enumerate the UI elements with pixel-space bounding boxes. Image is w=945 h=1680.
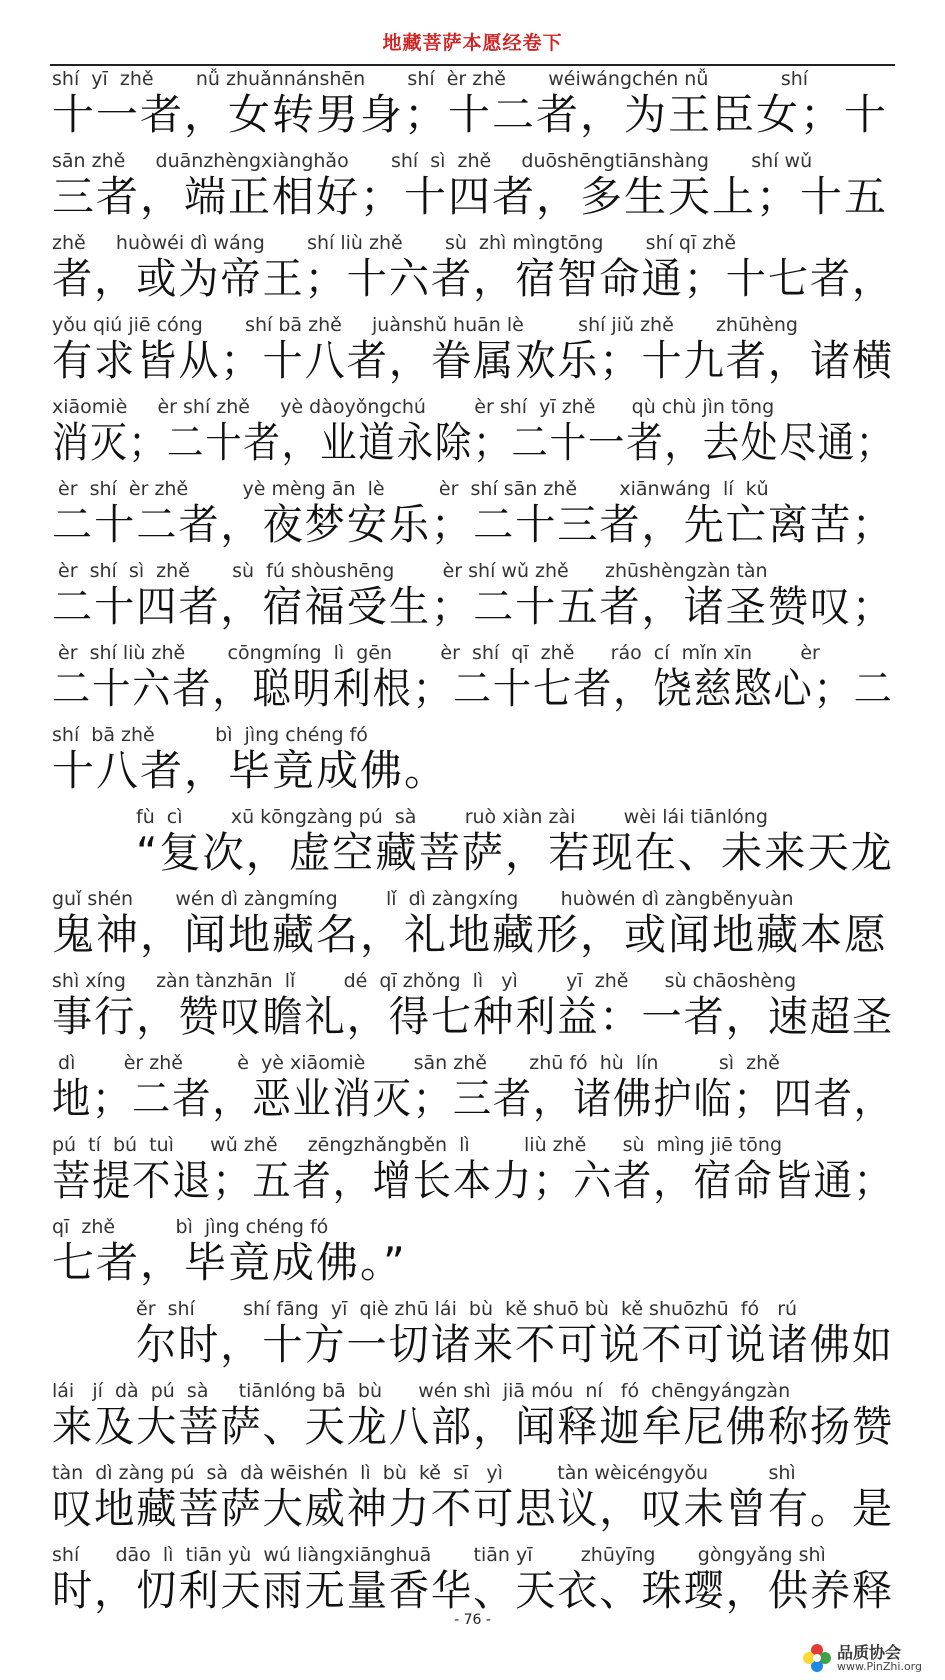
pinyin-annotation: èr shí èr zhě yè mèng ān lè èr shí sān zhě xiānwáng lí kǔ [52,478,769,500]
text-line [52,638,894,720]
hanzi-text: 十八者，毕竟成佛。 [52,746,449,795]
pinyin-annotation: shí dāo lì tiān yù wú liàngxiānghuā tiān yī zhūyīng gòngyǎng shì [52,1544,826,1566]
flower-logo-icon [801,1642,833,1674]
text-line [52,802,894,884]
pinyin-annotation: tàn dì zàng pú sà dà wēishén lì bù kě sī yì tàn wèicéngyǒu shì [52,1462,796,1484]
pinyin-annotation: fù cì xū kōngzàng pú sà ruò xiàn zài wèi lái tiānlóng [136,806,768,828]
pinyin-annotation: shì xíng zàn tànzhān lǐ dé qī zhǒng lì yì yī zhě sù chāoshèng [52,970,797,992]
text-line [52,310,894,392]
hanzi-text: 菩提不退；五者，增长本力；六者，宿命皆通； [52,1156,894,1205]
pinyin-annotation: dì èr zhě è yè xiāomiè sān zhě zhū fó hù lín sì zhě [52,1052,780,1074]
pinyin-annotation: qī zhě bì jìng chéng fó [52,1216,329,1238]
text-line [52,474,894,556]
pinyin-annotation: lái jí dà pú sà tiānlóng bā bù wén shì jiā móu ní fó chēngyángzàn [52,1380,791,1402]
hanzi-text: 二十六者，聪明利根；二十七者，饶慈愍心；二 [52,664,894,713]
text-line [52,392,894,474]
pinyin-annotation: èr shí sì zhě sù fú shòushēng èr shí wǔ zhě zhūshèngzàn tàn [52,560,768,582]
text-line [52,1458,894,1540]
text-line [52,556,894,638]
text-line [52,228,894,310]
text-line [52,1212,894,1294]
brand-watermark [801,1640,931,1676]
text-line [52,1376,894,1458]
pinyin-annotation: èr shí liù zhě cōngmíng lì gēn èr shí qī zhě ráo cí mǐn xīn èr [52,642,820,664]
hanzi-text: “复次，虚空藏菩萨，若现在、未来天龙 [136,828,894,877]
scripture-body [52,64,894,1622]
hanzi-text: 事行，赞叹瞻礼，得七种利益：一者，速超圣 [52,992,895,1041]
hanzi-text: 来及大菩萨、天龙八部，闻释迦牟尼佛称扬赞 [52,1402,895,1451]
hanzi-text: 十一者，女转男身；十二者，为王臣女；十 [52,90,889,139]
pinyin-annotation: ěr shí shí fāng yī qiè zhū lái bù kě shuō bù kě shuōzhū fó rú [136,1298,798,1320]
hanzi-text: 者，或为帝王；十六者，宿智命通；十七者， [52,254,895,303]
pinyin-annotation: yǒu qiú jiē cóng shí bā zhě juànshǔ huān lè shí jiǔ zhě zhūhèng [52,314,798,336]
pinyin-annotation: zhě huòwéi dì wáng shí liù zhě sù zhì mìngtōng shí qī zhě [52,232,737,254]
pinyin-annotation: sān zhě duānzhèngxiànghǎo shí sì zhě duōshēngtiānshàng shí wǔ [52,150,813,172]
header-title: 地藏菩萨本愿经卷下 [382,32,563,54]
hanzi-text: 尔时，十方一切诸来不可说不可说诸佛如 [136,1320,894,1369]
text-line [52,146,894,228]
text-line [52,1130,894,1212]
hanzi-text: 地；二者，恶业消灭；三者，诸佛护临；四者， [52,1074,894,1123]
hanzi-text: 三者，端正相好；十四者，多生天上；十五 [52,172,889,221]
hanzi-text: 叹地藏菩萨大威神力不可思议，叹未曾有。是 [52,1484,895,1533]
brand-name: 品质协会 [837,1643,902,1662]
text-line [52,1540,894,1622]
text-line [52,884,894,966]
hanzi-text: 七者，毕竟成佛。” [52,1238,407,1287]
page-number: - 76 - [454,1612,491,1628]
text-line [52,1048,894,1130]
text-line [52,966,894,1048]
text-line [52,720,894,802]
hanzi-text: 二十四者，宿福受生；二十五者，诸圣赞叹； [52,582,895,631]
hanzi-text: 有求皆从；十八者，眷属欢乐；十九者，诸横 [52,336,895,385]
page-header [50,28,895,66]
text-line [52,1294,894,1376]
hanzi-text: 鬼神，闻地藏名，礼地藏形，或闻地藏本愿 [52,910,889,959]
hanzi-text: 二十二者，夜梦安乐；二十三者，先亡离苦； [52,500,895,549]
pinyin-annotation: pú tí bú tuì wǔ zhě zēngzhǎngběn lì liù zhě sù mìng jiē tōng [52,1134,783,1156]
brand-url: www.PinZhi.org [837,1660,922,1673]
pinyin-annotation: xiāomiè èr shí zhě yè dàoyǒngchú èr shí yī zhě qù chù jìn tōng [52,396,775,418]
pinyin-annotation: guǐ shén wén dì zàngmíng lǐ dì zàngxíng huòwén dì zàngběnyuàn [52,888,794,910]
hanzi-text: 时，忉利天雨无量香华、天衣、珠璎，供养释 [52,1566,895,1615]
text-line [52,64,894,146]
hanzi-text: 消灭；二十者，业道永除；二十一者，去处尽通； [52,418,895,467]
pinyin-annotation: shí yī zhě nǚ zhuǎnnánshēn shí èr zhě wéiwángchén nǚ shí [52,68,809,90]
pinyin-annotation: shí bā zhě bì jìng chéng fó [52,724,368,746]
